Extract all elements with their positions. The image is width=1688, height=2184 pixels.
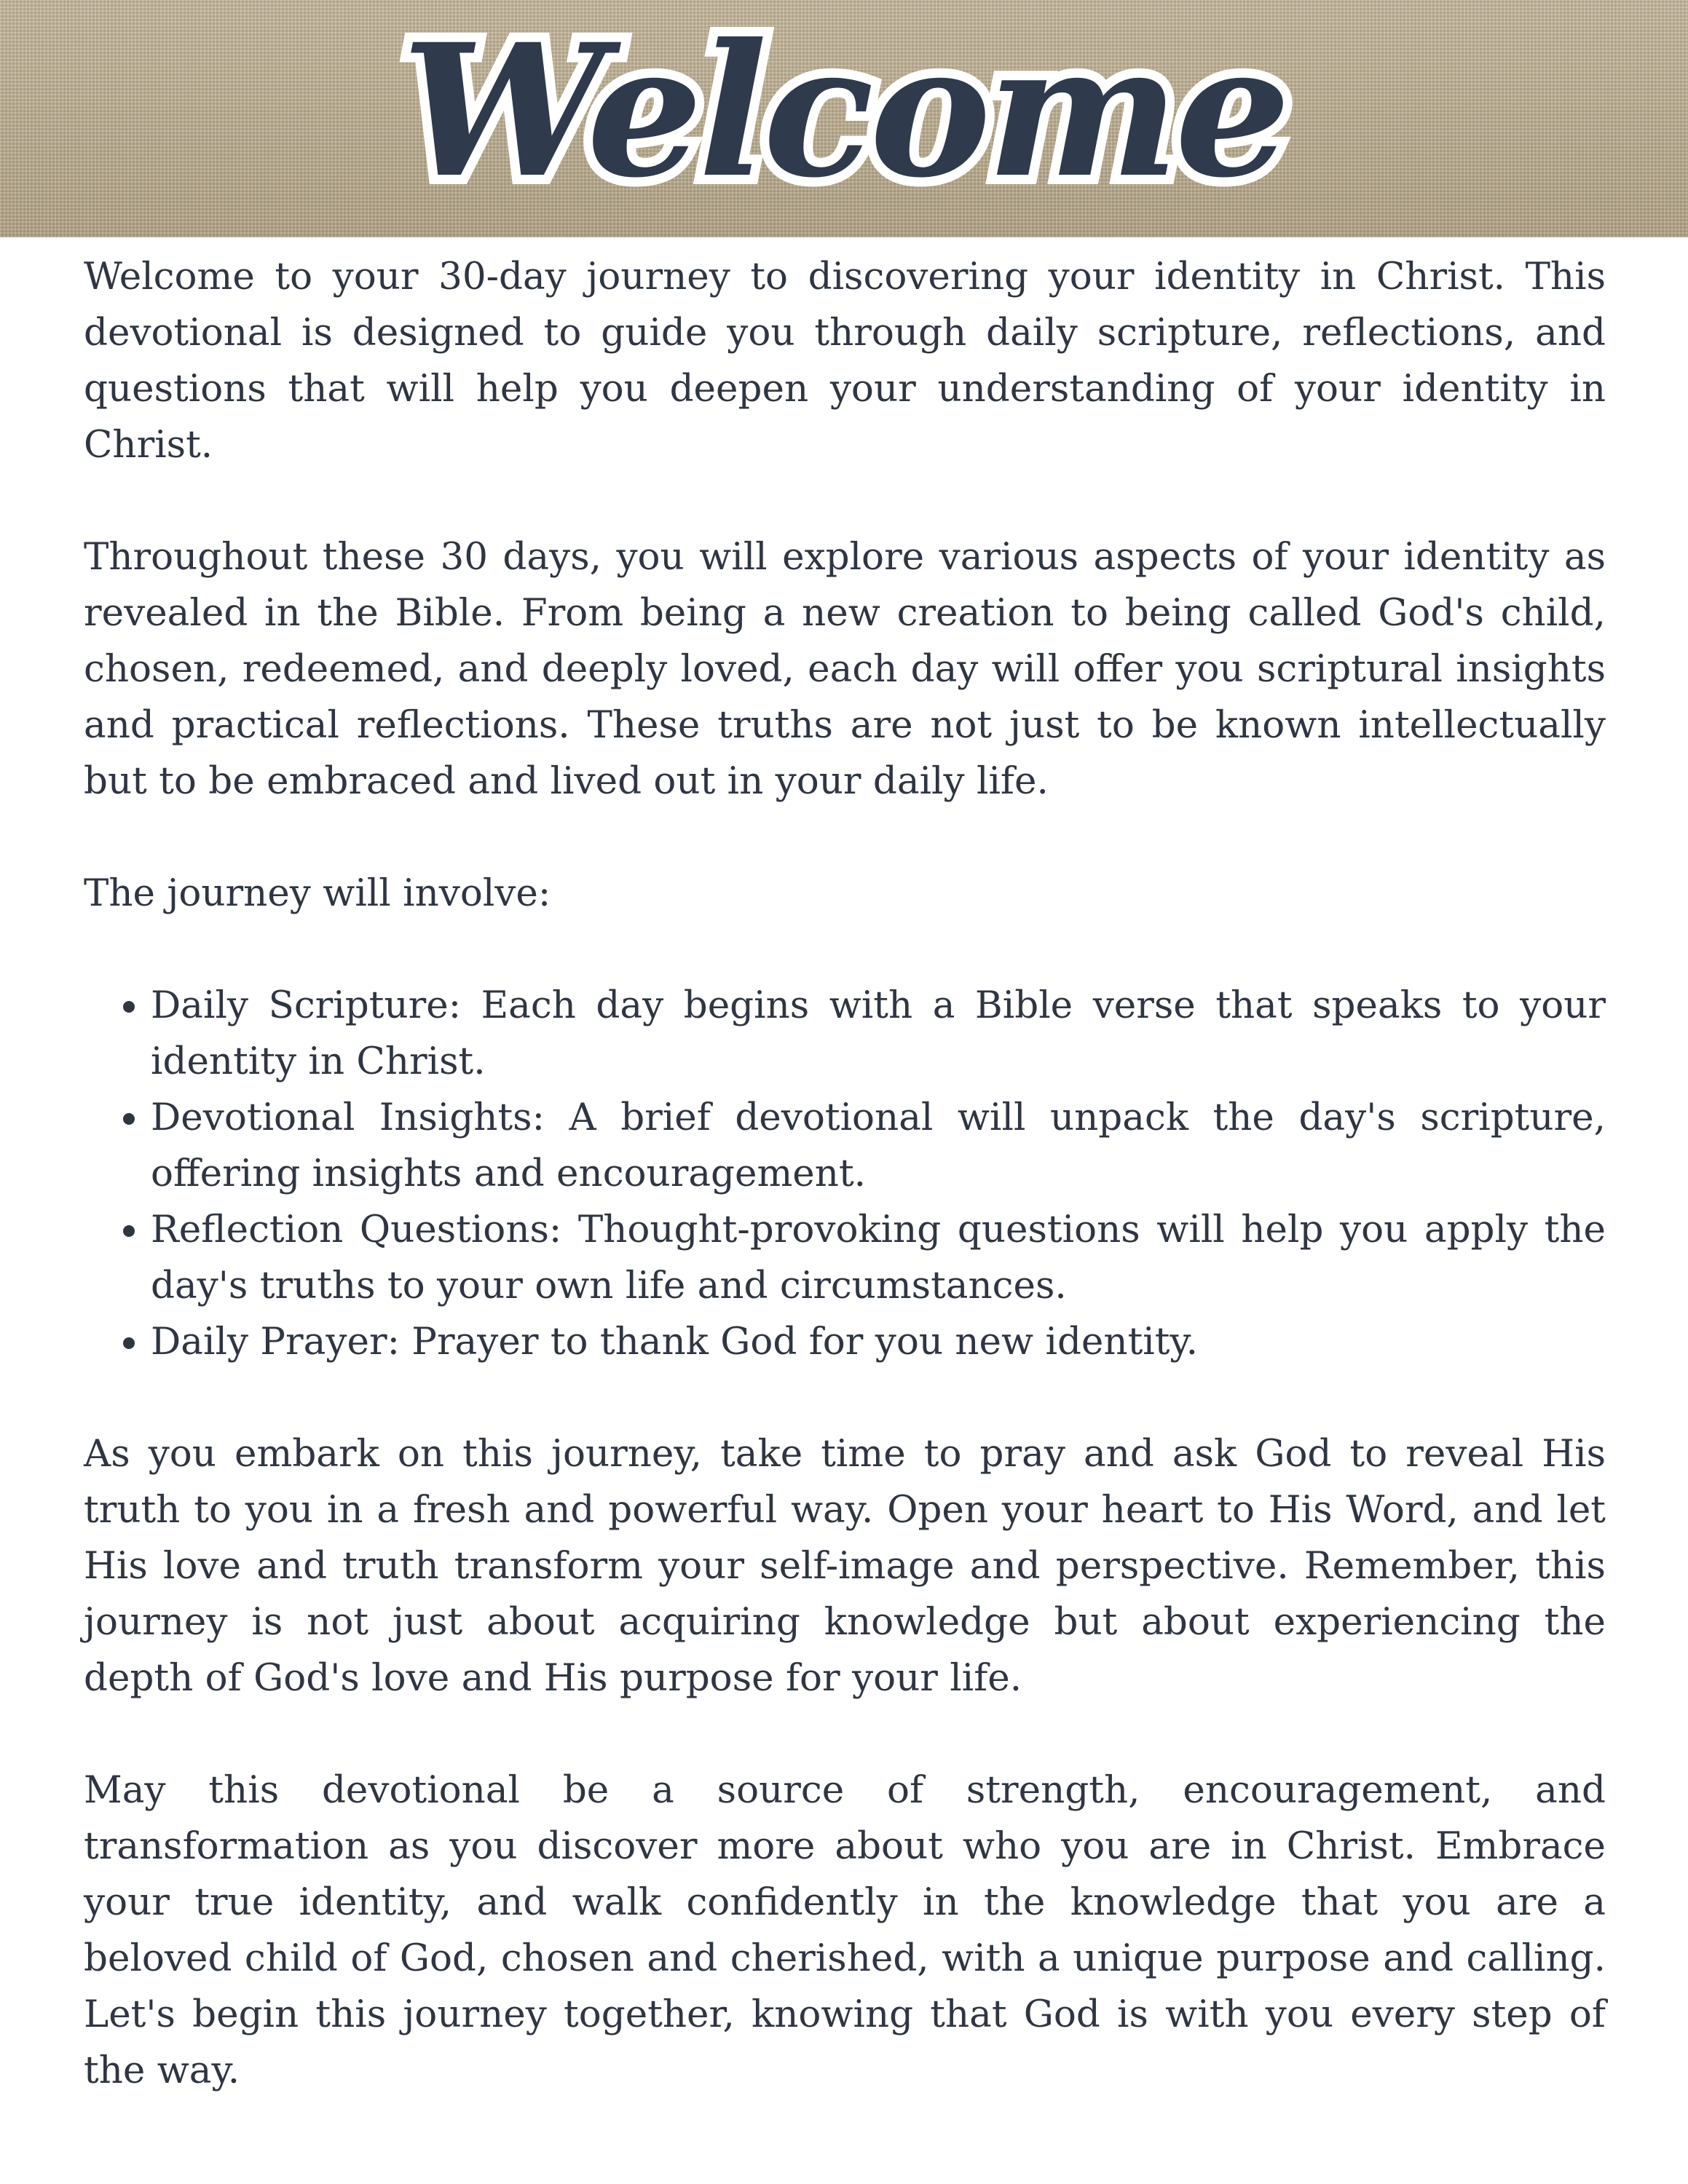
list-item: • Devotional Insights: A brief devotional will unpack the day's scripture, offering insights and encouragement.	[151, 1090, 1606, 1202]
intro-paragraph: Welcome to your 30-day journey to discovering your identity in Christ. This devotional is designed to guide you through daily scripture, reflections, and questions that will help you deepen your understanding of your identity in Christ.	[84, 255, 1606, 467]
journey-list	[84, 978, 1606, 1370]
closing-paragraph: May this devotional be a source of strength, encouragement, and transformation as you discover more about who you are in Christ. Embrace your true identity, and walk confidently in the knowledge that you are a beloved child of God, chosen and cherished, with a unique purpose and calling. Let's begin this journey together, knowing that God is with you every step of the way.	[84, 1768, 1606, 2092]
list-item: • Daily Prayer: Prayer to thank God for you new identity.	[151, 1314, 1606, 1370]
list-item: • Daily Scripture: Each day begins with a Bible verse that speaks to your identity in Christ.	[151, 978, 1606, 1090]
list-item: • Reflection Questions: Thought-provoking questions will help you apply the day's truths to your own life and circumstances.	[151, 1202, 1606, 1314]
document-body	[84, 249, 1606, 2099]
header-banner	[0, 0, 1688, 237]
overview-paragraph: Throughout these 30 days, you will explore various aspects of your identity as revealed in the Bible. From being a new creation to being called God's child, chosen, redeemed, and deeply loved, each day will offer you scriptural insights and practical reflections. These truths are not just to be known intellectually but to be embraced and lived out in your daily life.	[84, 535, 1606, 803]
page-title: Welcome	[401, 4, 1287, 218]
list-intro: The journey will involve:	[84, 871, 551, 915]
embark-paragraph: As you embark on this journey, take time to pray and ask God to reveal His truth to you in a fresh and powerful way. Open your heart to His Word, and let His love and truth transform your self-image and perspective. Remember, this journey is not just about acquiring knowledge but about experiencing the depth of God's love and His purpose for your life.	[84, 1432, 1606, 1700]
